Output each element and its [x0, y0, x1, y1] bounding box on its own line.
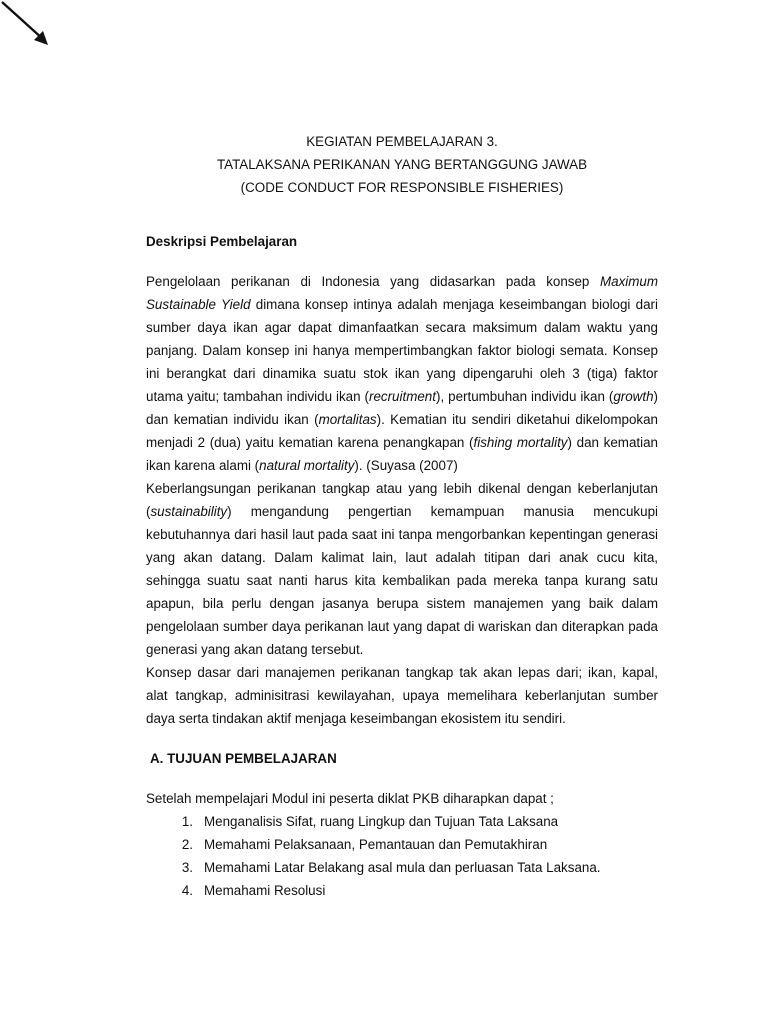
text-run: ) dan kematian individu ikan ( [146, 389, 658, 427]
italic-term: fishing mortality [473, 435, 568, 450]
italic-term: Maximum Sustainable Yield [146, 274, 658, 312]
objective-text: Memahami Resolusi [204, 883, 326, 898]
tujuan-intro: Setelah mempelajari Modul ini peserta diklat PKB diharapkan dapat ; [146, 791, 554, 806]
objective-item [146, 856, 658, 879]
text-run: dimana konsep intinya adalah menjaga keseimbangan biologi dari sumber daya ikan agar dapat dimanfaatkan secara maksimum dalam waktu yang panjang. Dalam konsep ini hanya mempertimbangkan faktor biologi semata. Konsep ini berangkat dari dinamika suatu stok ikan yang dipengaruhi oleh 3 (tiga) faktor utama yaitu; tambahan individu ikan ( [146, 297, 658, 404]
deskripsi-paragraph-3 [146, 661, 658, 730]
objective-number: 2. [181, 837, 193, 852]
italic-term: growth [613, 389, 654, 404]
title-line-3: (CODE CONDUCT FOR RESPONSIBLE FISHERIES) [240, 180, 564, 195]
text-run: ), pertumbuhan individu ikan ( [435, 389, 614, 404]
italic-term: recruitment [369, 389, 436, 404]
objective-item [146, 879, 658, 902]
text-run: Konsep dasar dari manajemen perikanan tangkap tak akan lepas dari; ikan, kapal, alat tangkap, adminisitrasi kewilayahan, upaya memelihara keberlanjutan sumber daya serta tindakan aktif menjaga keseimbangan ekosistem itu sendiri. [146, 665, 658, 726]
text-run: Pengelolaan perikanan di Indonesia yang didasarkan pada konsep [146, 274, 600, 289]
text-run: ). (Suyasa (2007) [354, 458, 458, 473]
italic-term: mortalitas [318, 412, 377, 427]
title-line-2: TATALAKSANA PERIKANAN YANG BERTANGGUNG JAWAB [216, 157, 588, 172]
deskripsi-paragraph-2 [146, 477, 658, 661]
objective-text: Memahami Pelaksanaan, Pemantauan dan Pemutakhiran [204, 837, 548, 852]
text-run: ) dan kematian ikan karena alami ( [146, 435, 658, 473]
italic-term: natural mortality [259, 458, 355, 473]
objective-item [146, 833, 658, 856]
arrow-down-right-icon [0, 0, 60, 60]
italic-term: sustainability [150, 504, 228, 519]
objective-item [146, 810, 658, 833]
document-page [146, 130, 658, 902]
objective-number: 3. [181, 860, 193, 875]
objective-number: 4. [181, 883, 193, 898]
deskripsi-heading: Deskripsi Pembelajaran [146, 234, 298, 249]
deskripsi-paragraph-1 [146, 270, 658, 477]
objective-number: 1. [181, 814, 193, 829]
document-title [146, 130, 658, 199]
text-run: ). Kematian itu sendiri diketahui dikelompokan menjadi 2 (dua) yaitu kematian karena penangkapan ( [146, 412, 658, 450]
text-run: ) mengandung pengertian kemampuan manusia mencukupi kebutuhannya dari hasil laut pada saat ini tanpa mengorbankan kepentingan generasi yang akan datang. Dalam kalimat lain, laut adalah titipan dari anak cucu kita, sehingga suatu saat nanti harus kita kembalikan pada mereka tanpa kurang satu apapun, bila perlu dengan jasanya berupa sistem manajemen yang baik dalam pengelolaan sumber daya perikanan laut yang dapat di wariskan dan diterapkan pada generasi yang akan datang tersebut. [146, 504, 658, 657]
title-line-1: KEGIATAN PEMBELAJARAN 3. [306, 134, 498, 149]
objective-text: Memahami Latar Belakang asal mula dan perluasan Tata Laksana. [204, 860, 601, 875]
tujuan-heading: A. TUJUAN PEMBELAJARAN [150, 751, 337, 766]
objective-text: Menganalisis Sifat, ruang Lingkup dan Tujuan Tata Laksana [204, 814, 559, 829]
objectives-list [146, 810, 658, 902]
text-run: Keberlangsungan perikanan tangkap atau yang lebih dikenal dengan keberlanjutan ( [146, 481, 658, 519]
